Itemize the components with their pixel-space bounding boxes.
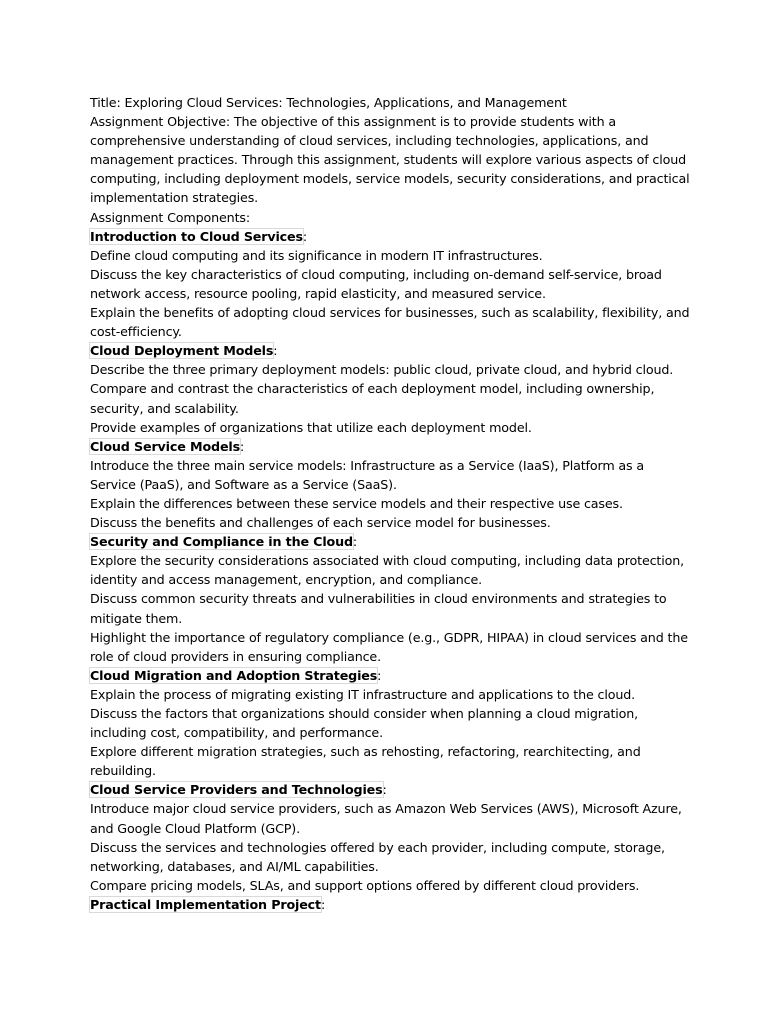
document-title: Title: Exploring Cloud Services: Technologies, Applications, and Management (90, 95, 567, 110)
section-heading: Cloud Deployment Models: (90, 343, 278, 359)
components-label: Assignment Components: (90, 209, 250, 225)
section-point: Provide examples of organizations that utilize each deployment model. (90, 419, 532, 435)
section-point: Compare pricing models, SLAs, and support options offered by different cloud providers. (90, 877, 640, 893)
section-point: Explain the benefits of adopting cloud services for businesses, such as scalability, flexibility, and cost-efficiency. (90, 305, 690, 340)
section-point: Discuss the factors that organizations should consider when planning a cloud migration, including cost, compatibility, and performance. (90, 706, 639, 741)
section-point: Discuss common security threats and vulnerabilities in cloud environments and strategies to mitigate them. (90, 591, 667, 626)
section-point: Describe the three primary deployment models: public cloud, private cloud, and hybrid cloud. (90, 362, 674, 378)
section-point: Explore different migration strategies, such as rehosting, refactoring, rearchitecting, and rebuilding. (90, 744, 641, 779)
section-heading: Introduction to Cloud Services: (90, 228, 308, 244)
section-heading: Cloud Service Models: (90, 438, 245, 454)
section-point: Discuss the benefits and challenges of each service model for businesses. (90, 515, 551, 531)
section-point: Compare and contrast the characteristics of each deployment model, including ownership, security, and scalability. (90, 381, 655, 416)
section-heading: Cloud Migration and Adoption Strategies: (90, 667, 382, 683)
section-heading-text: Practical Implementation Project (90, 896, 321, 912)
assignment-objective: Assignment Objective: The objective of this assignment is to provide students with a comprehensive understanding of cloud services, including technologies, applications, and management practices. Through this assignment, students will explore various aspects of cloud computing, including deployment models, service models, security considerations, and practical implementation strategies. (90, 114, 690, 206)
section-point: Introduce major cloud service providers, such as Amazon Web Services (AWS), Microsoft Azure, and Google Cloud Platform (GCP). (90, 801, 682, 836)
section-heading: Practical Implementation Project: (90, 896, 326, 912)
section-point: Explore the security considerations associated with cloud computing, including data protection, identity and access management, encryption, and compliance. (90, 553, 685, 588)
section-heading: Security and Compliance in the Cloud: (90, 534, 358, 550)
section-point: Highlight the importance of regulatory compliance (e.g., GDPR, HIPAA) in cloud services and the role of cloud providers in ensuring compliance. (90, 629, 688, 664)
section-point: Discuss the services and technologies offered by each provider, including compute, storage, networking, databases, and AI/ML capabilities. (90, 839, 665, 874)
section-point: Discuss the key characteristics of cloud computing, including on-demand self-service, broad network access, resource pooling, rapid elasticity, and measured service. (90, 266, 662, 301)
section-heading-text: Cloud Service Models (90, 438, 240, 454)
section-heading: Cloud Service Providers and Technologies: (90, 782, 387, 798)
section-point: Introduce the three main service models: Infrastructure as a Service (IaaS), Platform as a Service (PaaS), and Software as a Service (SaaS). (90, 457, 644, 492)
document-body (90, 93, 690, 914)
section-point: Explain the process of migrating existing IT infrastructure and applications to the cloud. (90, 686, 635, 702)
section-heading-text: Cloud Migration and Adoption Strategies (90, 667, 378, 683)
section-heading-text: Security and Compliance in the Cloud (90, 534, 353, 550)
section-point: Explain the differences between these service models and their respective use cases. (90, 495, 623, 511)
section-point: Define cloud computing and its significance in modern IT infrastructures. (90, 247, 543, 263)
section-heading-text: Cloud Deployment Models (90, 343, 274, 359)
section-heading-text: Introduction to Cloud Services (90, 228, 303, 244)
section-heading-text: Cloud Service Providers and Technologies (90, 782, 383, 798)
